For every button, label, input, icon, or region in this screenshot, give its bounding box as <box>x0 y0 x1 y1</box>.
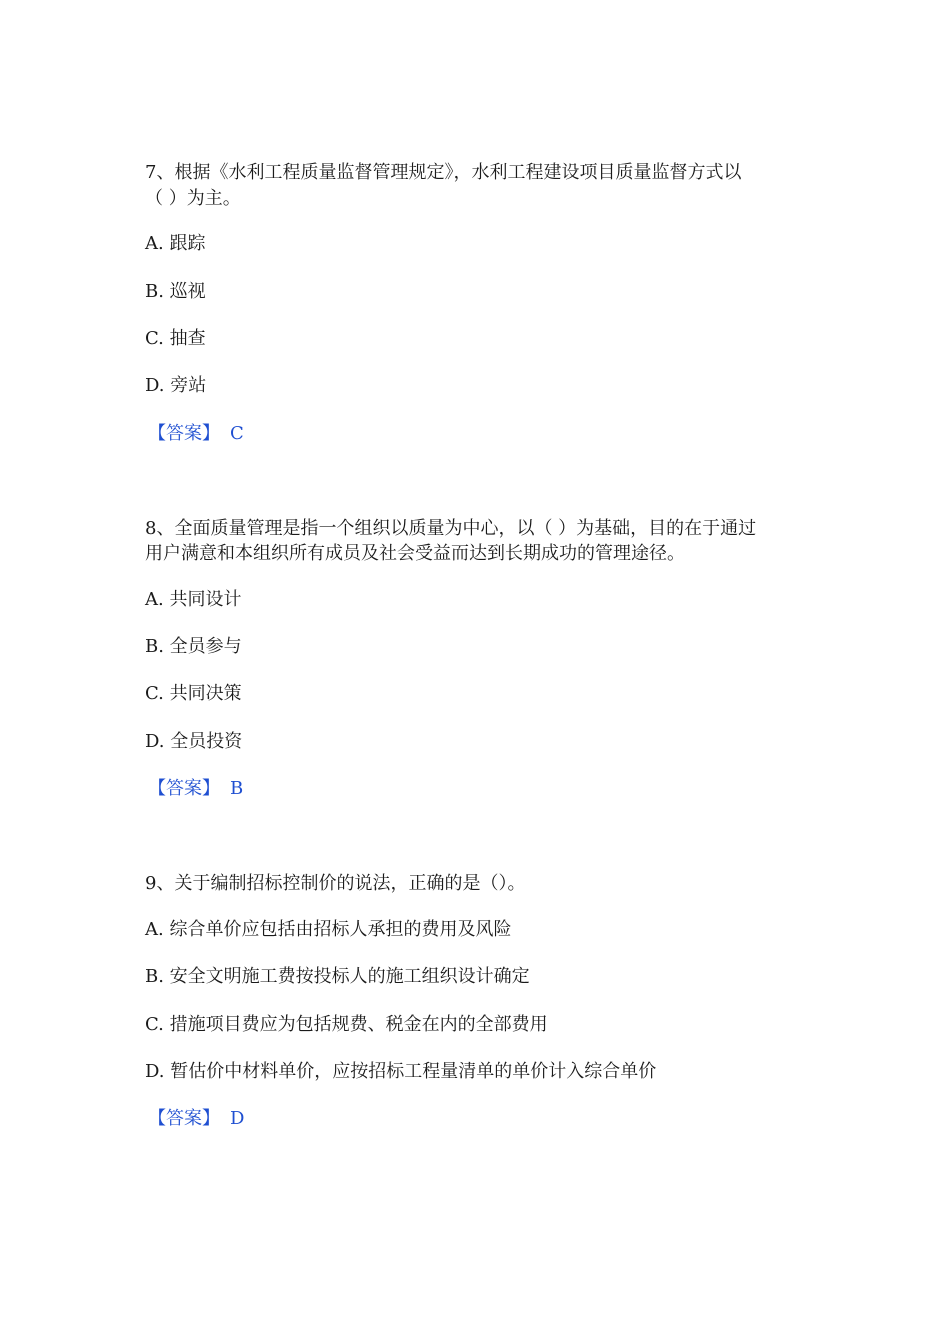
question-9-answer <box>148 1108 244 1130</box>
answer-label: 【答案】 <box>148 423 220 444</box>
question-8-option-c: C. 共同决策 <box>145 683 242 704</box>
question-7-answer <box>148 423 244 445</box>
question-8-option-b: B. 全员参与 <box>145 636 242 657</box>
answer-value: C <box>230 423 244 444</box>
question-7-stem-line1: 7、根据《水利工程质量监督管理规定》，水利工程建设项目质量监督方式以 <box>145 162 742 183</box>
question-8-option-a: A. 共同设计 <box>145 589 242 610</box>
answer-value: B <box>230 778 244 799</box>
question-7-stem-line2: （ ）为主。 <box>145 188 241 209</box>
question-7-option-c: C. 抽查 <box>145 328 206 349</box>
question-8-answer <box>148 778 243 800</box>
question-9-option-a: A. 综合单价应包括由招标人承担的费用及风险 <box>145 919 512 940</box>
question-9-option-c: C. 措施项目费应为包括规费、税金在内的全部费用 <box>145 1014 548 1035</box>
question-9-stem-line1: 9、关于编制招标控制价的说法，正确的是（）。 <box>145 873 526 894</box>
question-7-option-d: D. 旁站 <box>145 375 207 396</box>
question-9-option-d: D. 暂估价中材料单价，应按招标工程量清单的单价计入综合单价 <box>145 1061 657 1082</box>
question-7-option-a: A. 跟踪 <box>145 233 206 254</box>
question-9-option-b: B. 安全文明施工费按投标人的施工组织设计确定 <box>145 966 530 987</box>
question-7-option-b: B. 巡视 <box>145 281 206 302</box>
question-8-stem-line1: 8、全面质量管理是指一个组织以质量为中心，以（ ）为基础，目的在于通过 <box>145 518 757 539</box>
answer-label: 【答案】 <box>148 778 220 799</box>
question-8-option-d: D. 全员投资 <box>145 731 243 752</box>
answer-value: D <box>230 1108 245 1129</box>
answer-label: 【答案】 <box>148 1108 220 1129</box>
question-8-stem-line2: 用户满意和本组织所有成员及社会受益而达到长期成功的管理途径。 <box>145 543 685 564</box>
